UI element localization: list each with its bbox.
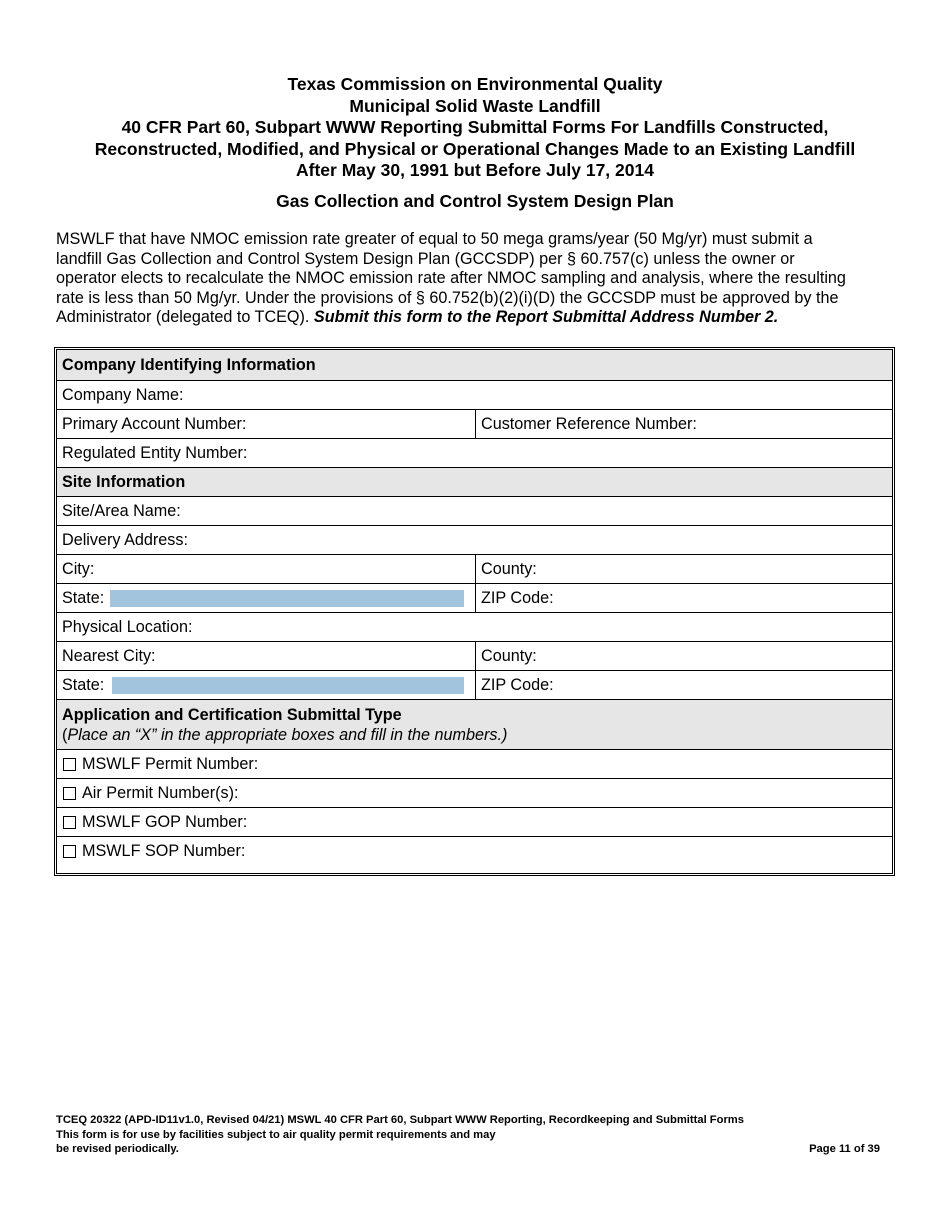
page-number: Page 11 of 39 [809,1143,880,1155]
zip-field-1[interactable]: ZIP Code: [481,588,554,607]
footer-note-line-2: be revised periodically. [56,1143,179,1155]
county-field-1[interactable]: County: [481,559,537,578]
air-permit-row [57,778,892,807]
city-row [57,554,892,583]
nearest-city-field[interactable]: Nearest City: [57,642,476,670]
regulated-entity-row [57,438,892,467]
company-name-field[interactable]: Company Name: [62,385,184,404]
intro-line-3: operator elects to recalculate the NMOC emission rate after NMOC sampling and analysis, where the resulting [56,269,846,288]
submittal-instruction-paren: ( [62,725,68,744]
form-subtitle: Gas Collection and Control System Design Plan [276,191,674,211]
page-footer [56,1113,886,1157]
site-section-header [57,467,892,496]
physical-location-field[interactable]: Physical Location: [62,617,193,636]
site-area-row [57,496,892,525]
header-title-line-3: After May 30, 1991 but Before July 17, 2014 [296,160,654,180]
footer-form-id: TCEQ 20322 (APD-ID11v1.0, Revised 04/21) MSWL 40 CFR Part 60, Subpart WWW Reporting, Recordkeeping and Submittal Forms [56,1114,744,1126]
identification-form [54,347,895,876]
intro-paragraph [56,230,896,328]
submittal-instruction [62,725,507,745]
state-dropdown-1[interactable] [110,590,464,607]
header-title-line-2: Reconstructed, Modified, and Physical or Operational Changes Made to an Existing Landfill [94,138,856,159]
intro-line-4: rate is less than 50 Mg/yr. Under the provisions of § 60.752(b)(2)(i)(D) the GCCSDP must be approved by the [56,288,839,307]
air-permit-field[interactable] [57,779,892,807]
submittal-instruction-text: Place an “X” in the appropriate boxes and fill in the numbers.) [67,725,508,744]
submittal-section-cell [57,700,892,749]
state-label-1: State: [62,588,105,607]
customer-reference-field[interactable]: Customer Reference Number: [481,414,697,433]
air-permit-checkbox[interactable] [63,787,76,800]
account-row [57,409,892,438]
state-field-2[interactable] [57,671,476,699]
state-row-2 [57,670,892,699]
company-name-row [57,380,892,409]
header-agency: Texas Commission on Environmental Quality [287,74,663,94]
state-row-1 [57,583,892,612]
company-section-header [57,350,892,380]
state-dropdown-2[interactable] [112,677,464,694]
delivery-address-field[interactable]: Delivery Address: [62,530,188,549]
intro-line-5 [56,308,896,328]
mswlf-sop-row [57,836,892,865]
mswlf-permit-checkbox[interactable] [63,758,76,771]
mswlf-gop-label: MSWLF GOP Number: [82,812,248,831]
footer-note-line-1: This form is for use by facilities subject to air quality permit requirements and may [56,1128,496,1141]
intro-emphasis: Submit this form to the Report Submittal Address Number 2. [313,308,779,327]
mswlf-gop-row [57,807,892,836]
company-section-title: Company Identifying Information [62,355,316,374]
county-field-2[interactable]: County: [481,646,537,665]
state-field-1[interactable] [57,584,476,612]
mswlf-permit-row [57,749,892,778]
intro-line-2: landfill Gas Collection and Control System Design Plan (GCCSDP) per § 60.757(c) unless the owner or [56,249,795,268]
mswlf-gop-checkbox[interactable] [63,816,76,829]
city-field[interactable]: City: [57,555,476,583]
intro-line-1: MSWLF that have NMOC emission rate greater of equal to 50 mega grams/year (50 Mg/yr) must submit a [56,230,813,248]
mswlf-sop-checkbox[interactable] [63,845,76,858]
nearest-city-row [57,641,892,670]
header-program: Municipal Solid Waste Landfill [349,95,601,116]
mswlf-permit-field[interactable] [57,750,892,778]
site-section-title: Site Information [62,472,186,491]
submittal-section-header [57,699,892,749]
zip-field-2[interactable]: ZIP Code: [481,675,554,694]
mswlf-sop-label: MSWLF SOP Number: [82,841,246,860]
mswlf-permit-label: MSWLF Permit Number: [82,754,259,773]
state-label-2: State: [62,675,105,694]
primary-account-field[interactable]: Primary Account Number: [57,410,476,438]
submittal-section-title: Application and Certification Submittal Type [62,705,402,724]
mswlf-sop-field[interactable] [57,837,892,865]
air-permit-label: Air Permit Number(s): [82,783,239,802]
regulated-entity-field[interactable]: Regulated Entity Number: [62,443,248,462]
site-area-name-field[interactable]: Site/Area Name: [62,501,181,520]
intro-line-5-text: Administrator (delegated to TCEQ). [56,308,310,327]
header-title-line-1: 40 CFR Part 60, Subpart WWW Reporting Submittal Forms For Landfills Constructed, [121,117,829,137]
document-header [0,74,950,182]
delivery-address-row [57,525,892,554]
physical-location-row [57,612,892,641]
mswlf-gop-field[interactable] [57,808,892,836]
